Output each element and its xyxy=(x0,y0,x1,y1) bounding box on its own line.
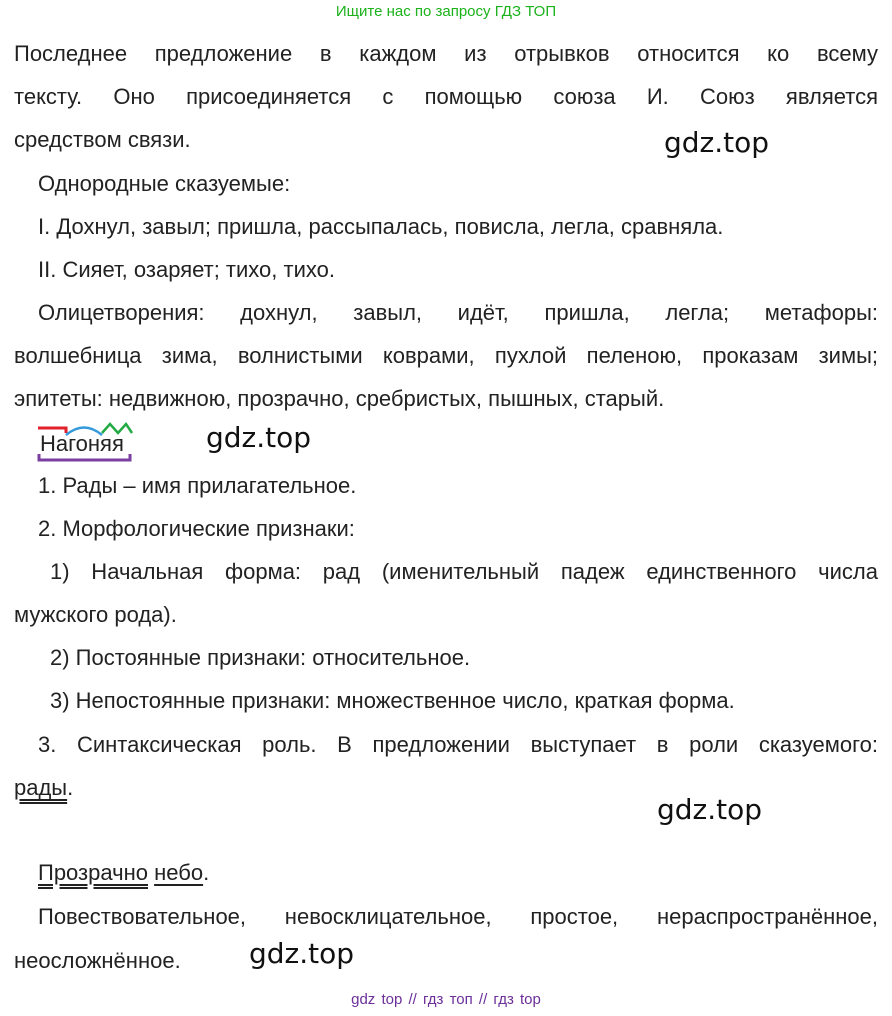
predicate-line xyxy=(14,774,73,802)
paragraph-line: эпитеты: недвижною, прозрачно, сребристых, пышных, старый. xyxy=(14,386,665,411)
predicate-word: рады xyxy=(14,775,68,800)
paragraph-line: 2. Морфологические признаки: xyxy=(38,516,355,541)
top-search-link[interactable]: Ищите нас по запросу ГДЗ ТОП xyxy=(335,3,557,20)
example-sentence xyxy=(38,859,209,887)
watermark: gdz.top xyxy=(206,421,312,454)
paragraph-line: Олицетворения: дохнул, завыл, идёт, пришла, легла; метафоры: xyxy=(38,300,878,325)
paragraph-line: Повествовательное, невосклицательное, простое, нераспространённое, xyxy=(38,904,878,929)
paragraph-line: неосложнённое. xyxy=(14,948,181,973)
subject-word: небо xyxy=(154,860,204,885)
watermark: gdz.top xyxy=(664,126,770,159)
parsed-word: Нагоняя xyxy=(40,431,124,456)
watermark: gdz.top xyxy=(249,937,355,970)
paragraph-line: II. Сияет, озаряет; тихо, тихо. xyxy=(38,257,335,282)
predicate-word: Прозрачно xyxy=(38,860,148,885)
morpheme-parsing xyxy=(36,420,136,466)
paragraph-line: волшебница зима, волнистыми коврами, пухлой пеленою, проказам зимы; xyxy=(14,343,878,368)
paragraph-line: тексту. Оно присоединяется с помощью союза И. Союз является xyxy=(14,84,878,109)
watermark: gdz.top xyxy=(657,793,763,826)
paragraph-line: мужского рода). xyxy=(14,602,177,627)
paragraph-line: I. Дохнул, завыл; пришла, рассыпалась, повисла, легла, сравняла. xyxy=(38,214,724,239)
footer-links[interactable]: gdz top // гдз топ // гдз top xyxy=(351,991,541,1008)
paragraph-line: 3. Синтаксическая роль. В предложении выступает в роли сказуемого: xyxy=(38,732,878,757)
period: . xyxy=(203,860,210,885)
paragraph-line: 2) Постоянные признаки: относительное. xyxy=(50,645,471,670)
paragraph-line: 1. Рады – имя прилагательное. xyxy=(38,473,357,498)
period: . xyxy=(67,775,74,800)
paragraph-line: Последнее предложение в каждом из отрывков относится ко всему xyxy=(14,41,878,66)
paragraph-line: Однородные сказуемые: xyxy=(38,171,291,196)
paragraph-line: 1) Начальная форма: рад (именительный падеж единственного числа xyxy=(50,559,878,584)
paragraph-line: 3) Непостоянные признаки: множественное число, краткая форма. xyxy=(50,688,735,713)
paragraph-line: средством связи. xyxy=(14,127,191,152)
